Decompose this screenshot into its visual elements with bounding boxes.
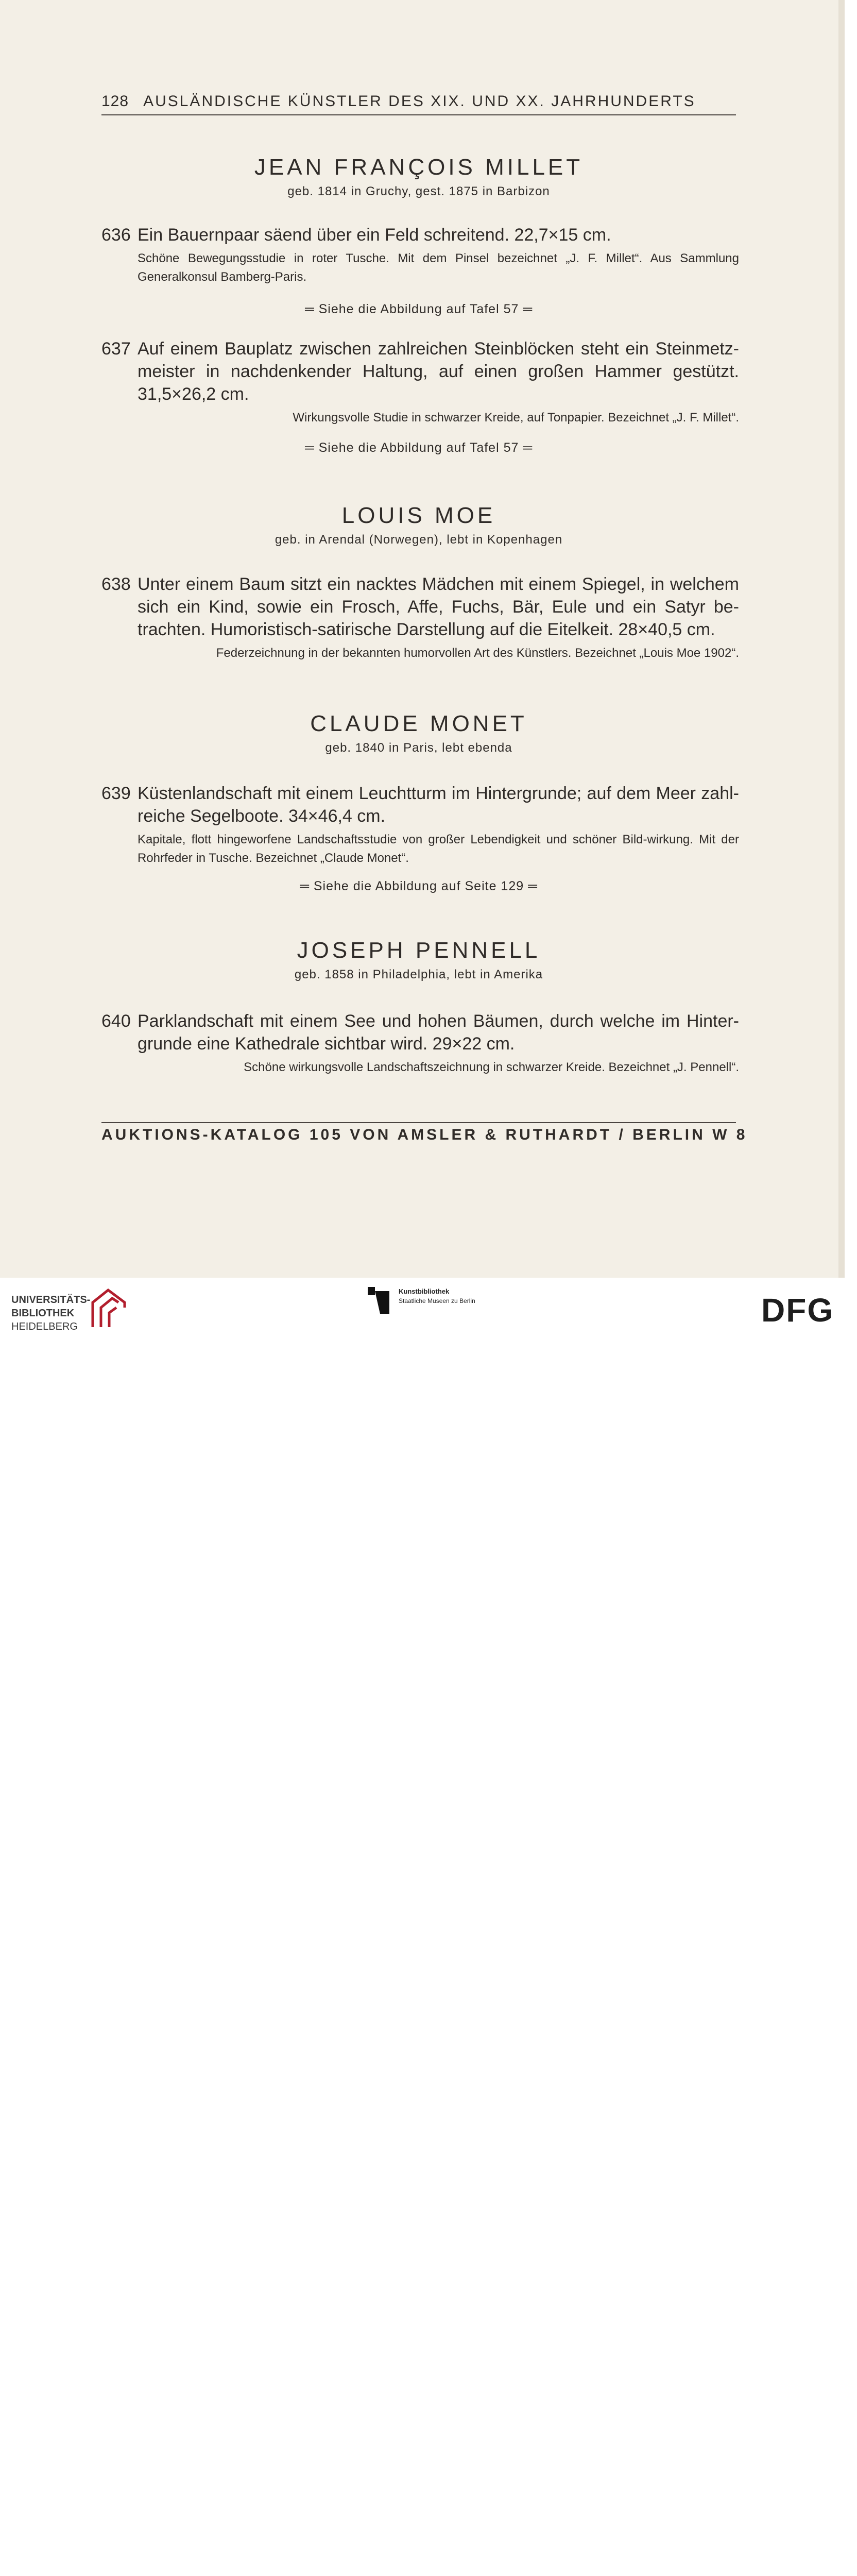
lot-number: 640 <box>101 1011 131 1031</box>
running-head-title: AUSLÄNDISCHE KÜNSTLER DES XIX. UND XX. JAHRHUNDERTS <box>143 93 696 110</box>
lot-description: Schöne Bewegungsstudie in roter Tusche. Mit dem Pinsel bezeichnet „J. F. Millet“. Aus Sammlung Generalkonsul Bamberg-Paris. <box>138 251 739 284</box>
artist-heading-moe <box>101 503 736 547</box>
artist-heading-pennell <box>101 938 736 982</box>
viewer-bottom-bar <box>0 1278 857 1341</box>
artist-heading-millet <box>101 155 736 199</box>
lot-number: 639 <box>101 784 131 803</box>
lot-639 <box>101 782 739 868</box>
footer-rule <box>101 1122 736 1123</box>
artist-bio: geb. 1858 in Philadelphia, lebt in Amerika <box>294 968 543 981</box>
lot-description: Schöne wirkungsvolle Landschaftszeichnung in schwarzer Kreide. Bezeichnet „J. Pennell“. <box>244 1060 739 1074</box>
illustration-reference: ═ Siehe die Abbildung auf Seite 129 ═ <box>300 879 538 893</box>
running-head <box>101 93 736 115</box>
lot-638 <box>101 573 739 663</box>
artist-name: CLAUDE MONET <box>310 711 527 736</box>
artist-heading-monet <box>101 711 736 755</box>
lot-title: 640 Parklandschaft mit einem See und hohen Bäumen, durch welche im Hinter-grunde eine Kathedrale sichtbar wird. 29×22 cm. <box>101 1010 739 1055</box>
lot-title: 638 Unter einem Baum sitzt ein nacktes Mädchen mit einem Spiegel, in welchem sich ein Kind, sowie ein Frosch, Affe, Fuchs, Bär, Eule und ein Satyr be-trachten. Humoristisch-satirische Darstellung auf die Eitelkeit. 28×40,5 cm. <box>101 573 739 641</box>
catalog-footer: AUKTIONS-KATALOG 105 VON AMSLER & RUTHARDT / BERLIN W 8 <box>101 1126 748 1143</box>
lot-636 <box>101 224 739 286</box>
lot-number: 637 <box>101 339 131 359</box>
artist-bio: geb. 1814 in Gruchy, gest. 1875 in Barbizon <box>287 184 550 198</box>
lot-title: 639 Küstenlandschaft mit einem Leuchtturm im Hintergrunde; auf dem Meer zahl-reiche Segelboote. 34×46,4 cm. <box>101 782 739 827</box>
illustration-reference: ═ Siehe die Abbildung auf Tafel 57 ═ <box>304 440 533 455</box>
page-edge <box>838 0 845 1278</box>
lot-description: Wirkungsvolle Studie in schwarzer Kreide, auf Tonpapier. Bezeichnet „J. F. Millet“. <box>293 411 739 425</box>
lot-title: 636 Ein Bauernpaar säend über ein Feld schreitend. 22,7×15 cm. <box>101 224 739 246</box>
page-number: 128 <box>101 93 129 110</box>
lot-637 <box>101 337 739 427</box>
lot-description: Federzeichnung in der bekannten humorvollen Art des Künstlers. Bezeichnet „Louis Moe 1902“. <box>216 646 739 660</box>
artist-name: JEAN FRANÇOIS MILLET <box>254 155 584 180</box>
artist-bio: geb. 1840 in Paris, lebt ebenda <box>325 741 512 755</box>
scanned-page <box>0 0 845 1278</box>
lot-title: 637 Auf einem Bauplatz zwischen zahlreichen Steinblöcken steht ein Steinmetz-meister in nachdenkender Haltung, auf einen großen Hammer gestützt. 31,5×26,2 cm. <box>101 337 739 405</box>
artist-name: LOUIS MOE <box>341 503 496 528</box>
kunstbibliothek-label: Kunstbibliothek Staatliche Museen zu Berlin <box>399 1287 475 1304</box>
dfg-logo[interactable]: DFG <box>761 1292 834 1329</box>
lot-640 <box>101 1010 739 1077</box>
ub-heidelberg-logo[interactable]: UNIVERSITÄTS- BIBLIOTHEK HEIDELBERG <box>11 1294 91 1332</box>
lot-description: Kapitale, flott hingeworfene Landschaftsstudie von großer Lebendigkeit und schöner Bild-wirkung. Mit der Rohrfeder in Tusche. Bezeichnet „Claude Monet“. <box>138 833 739 865</box>
artist-name: JOSEPH PENNELL <box>297 938 541 963</box>
illustration-reference: ═ Siehe die Abbildung auf Tafel 57 ═ <box>304 302 533 316</box>
kunstbibliothek-logo-icon <box>367 1286 398 1315</box>
lot-number: 636 <box>101 225 131 245</box>
artist-bio: geb. in Arendal (Norwegen), lebt in Kopenhagen <box>275 533 563 547</box>
lot-number: 638 <box>101 574 131 594</box>
ub-heidelberg-mark-icon <box>88 1287 130 1329</box>
